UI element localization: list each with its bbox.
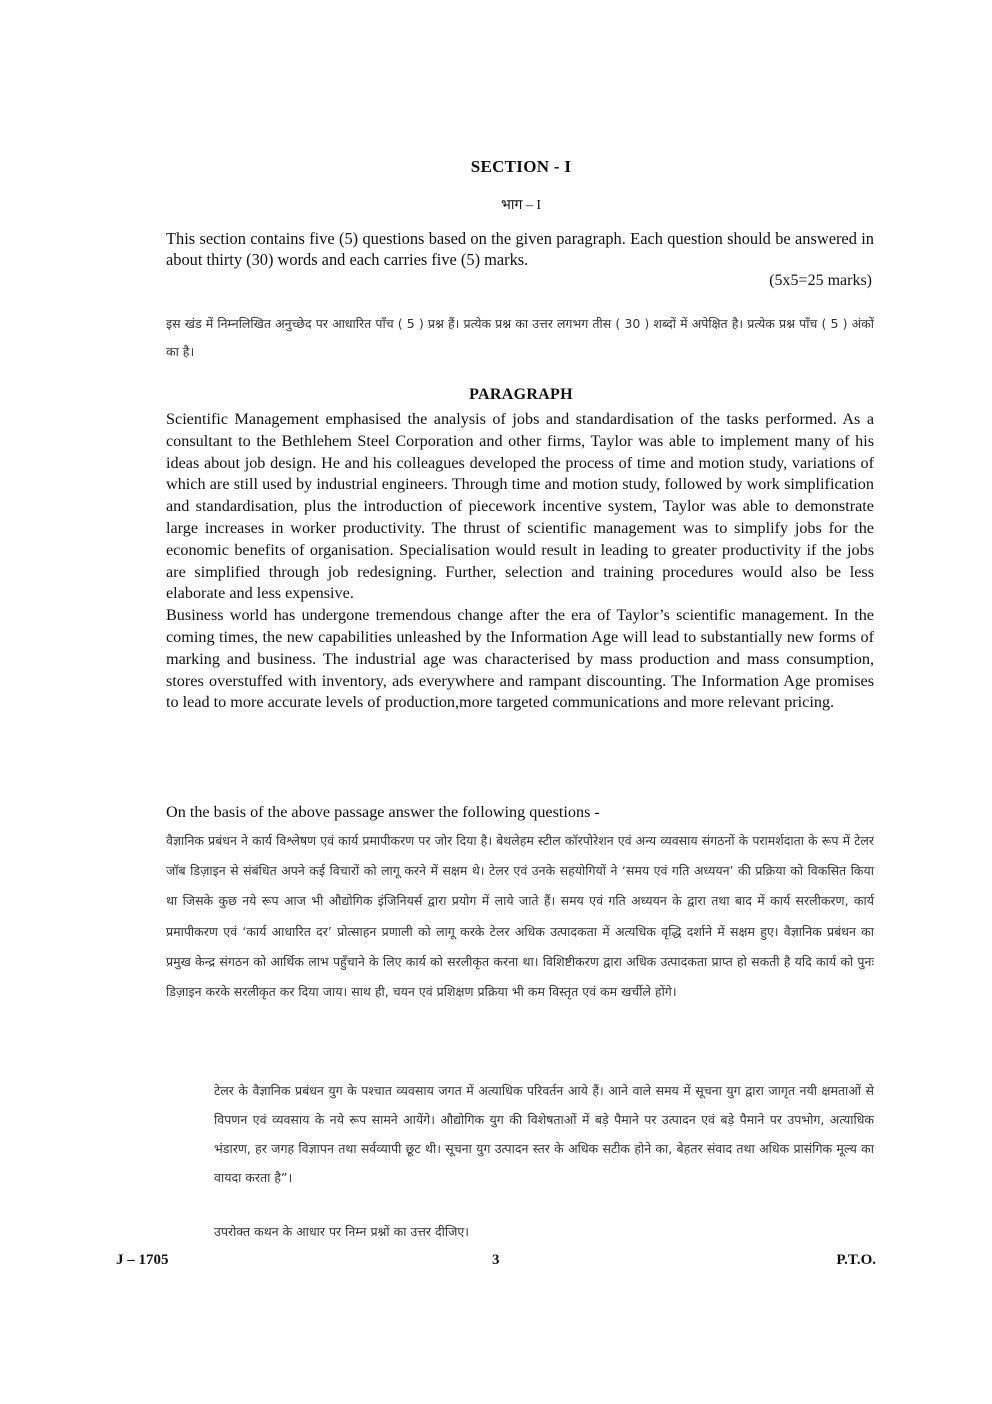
exam-page — [166, 0, 876, 1404]
passage-paragraph-2: Business world has undergone tremendous change after the era of Taylor’s scientific management. In the coming times, the new capabilities unleashed by the Information Age will lead to substantially new forms of marking and business. The industrial age was characterised by mass production and mass consumption, stores overstuffed with inventory, ads everywhere and rampant discounting. The Information Age promises to lead to more accurate levels of production,more targeted communications and more relevant pricing. — [166, 606, 874, 712]
questions-prompt: On the basis of the above passage answer the following questions - — [166, 803, 600, 821]
passage-paragraph-1: Scientific Management emphasised the analysis of jobs and standardisation of the tasks performed. As a consultant to the Bethlehem Steel Corporation and other firms, Taylor was able to implement many of his ideas about job design. He and his colleagues developed the process of time and motion study, variations of which are still used by industrial engineers. Through time and motion study, followed by work simplification and standardisation, plus the introduction of piecework incentive system, Taylor was able to demonstrate large increases in worker productivity. The thrust of scientific management was to simplify jobs for the economic benefits of organisation. Specialisation would result in leading to greater productivity if the jobs are simplified through job redesigning. Further, selection and training procedures would also be less elaborate and less expensive. — [166, 410, 874, 603]
hindi-questions-prompt — [166, 1221, 874, 1243]
please-turn-over: P.T.O. — [836, 1252, 876, 1268]
hindi-passage-paragraph-2-text: टेलर के वैज्ञानिक प्रबंधन युग के पश्चात व्यवसाय जगत में अत्याधिक परिवर्तन आये हैं। आने वाले समय में सूचना युग द्वारा जागृत नयी क्षमताओं से विपणन एवं व्यवसाय के नये रूप सामने आयेंगे। औद्योगिक युग की विशेषताओं में बड़े पैमाने पर उत्पादन एवं बड़े पैमाने पर उपभोग, अत्याधिक भंडारण, हर जगह विज्ञापन तथा सर्वव्यापी छूट थी। सूचना युग उत्पादन स्तर के अधिक सटीक होने का, बेहतर संवाद तथा अधिक प्रासंगिक मूल्य का वायदा करता है”। — [214, 1083, 874, 1185]
instructions-hindi: इस खंड में निम्नलिखित अनुच्छेद पर आधारित पाँच ( 5 ) प्रश्न हैं। प्रत्येक प्रश्न का उत्तर लगभग तीस ( 30 ) शब्दों में अपेक्षित है। प्रत्येक प्रश्न पाँच ( 5 ) अंकों का है। — [166, 316, 874, 359]
hindi-questions-prompt-text: उपरोक्त कथन के आधार पर निम्न प्रश्नों का उत्तर दीजिए। — [214, 1224, 470, 1239]
paper-code: J – 1705 — [116, 1252, 169, 1268]
hindi-passage-paragraph-2 — [166, 1076, 874, 1192]
instructions-english: This section contains five (5) questions based on the given paragraph. Each question should be answered in about thirty (30) words and each carries five (5) marks. — [166, 229, 874, 269]
section-hindi-title: भाग – I — [500, 198, 541, 213]
page-number: 3 — [492, 1252, 500, 1268]
hindi-passage-paragraph-1: वैज्ञानिक प्रबंधन ने कार्य विश्लेषण एवं कार्य प्रमापीकरण पर जोर दिया है। बेथलेहम स्टील कॉरपोरेशन एवं अन्य व्यवसाय संगठनों के परामर्शदाता के रूप में टेलर जॉब डिज़ाइन से संबंधित अपने कई विचारों को लागू करने में सक्षम थे। टेलर एवं उनके सहयोगियों ने ‘समय एवं गति अध्ययन’ की प्रक्रिया को विकसित किया था जिसके कुछ नये रूप आज भी औद्योगिक इंजिनियर्स द्वारा प्रयोग में लाये जाते हैं। समय एवं गति अध्ययन के द्वारा तथा बाद में कार्य सरलीकरण, कार्य प्रमापीकरण एवं ‘कार्य आधारित दर’ प्रोत्साहन प्रणाली को लागू करके टेलर अधिक उत्पादकता में अत्यधिक वृद्धि दर्शाने में सक्षम हुए। वैज्ञानिक प्रबंधन का प्रमुख केन्द्र संगठन को आर्थिक लाभ पहुँचाने के लिए कार्य को सरलीकृत करना था। विशिष्टीकरण द्वारा अधिक उत्पादकता प्राप्त हो सकती है यदि कार्य को पुनः डिज़ाइन करके सरलीकृत कर दिया जाय। साथ ही, चयन एवं प्रशिक्षण प्रक्रिया भी कम विस्तृत एवं कम खर्चीले होंगे। — [166, 833, 874, 1000]
section-title: SECTION - I — [470, 157, 572, 176]
marks-allocation: (5x5=25 marks) — [769, 272, 872, 289]
english-passage — [166, 409, 874, 714]
paragraph-heading: PARAGRAPH — [469, 386, 573, 403]
